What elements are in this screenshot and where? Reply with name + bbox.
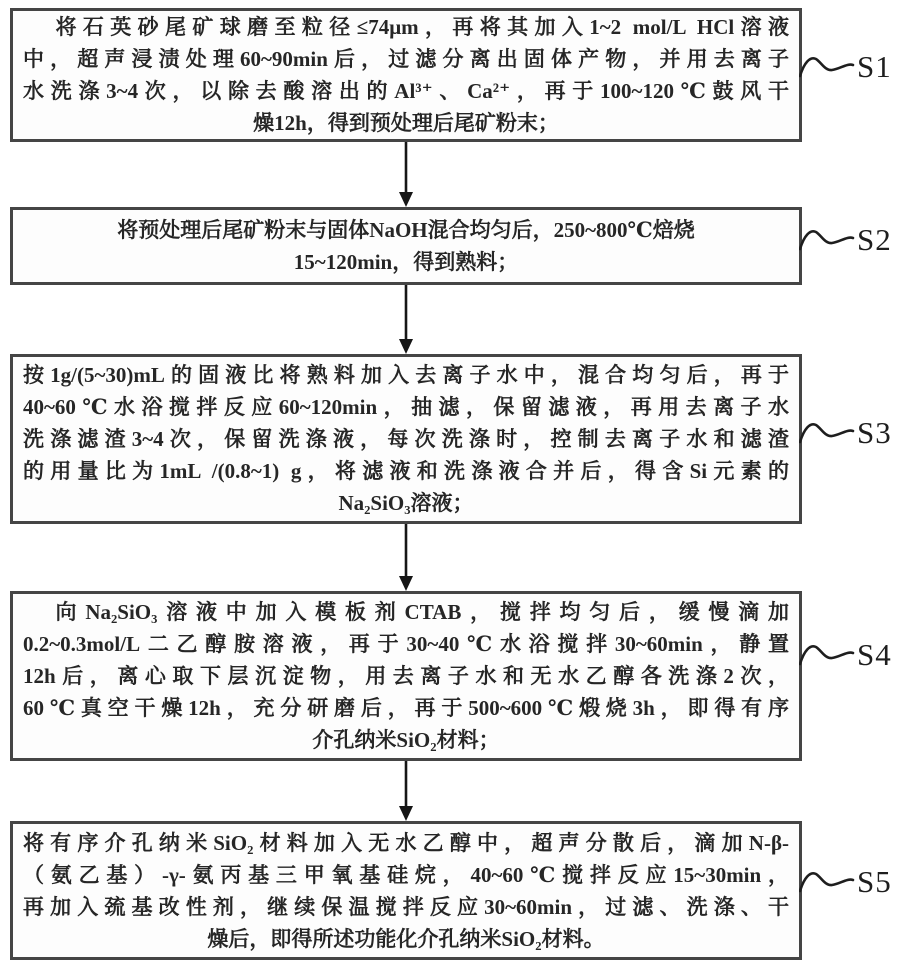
flow-arrow-1: [396, 142, 416, 207]
text-line: 燥12h，得到预处理后尾矿粉末；: [253, 111, 559, 135]
step-box-s3: [10, 354, 802, 524]
step-id: S3: [857, 415, 892, 450]
step-box-s1: [10, 8, 802, 142]
text-line: （氨乙基）-γ-氨丙基三甲氧基硅烷，40~60℃搅拌反应15~30min，: [23, 862, 789, 887]
step-id: S2: [857, 222, 892, 257]
tilde-connector-icon: [799, 51, 855, 83]
text-line: 15~120min，得到熟料；: [293, 250, 519, 274]
step-label-s3: [799, 416, 892, 450]
tilde-connector-icon: [799, 639, 855, 671]
step-label-s2: [799, 223, 892, 257]
text-line: 将有序介孔纳米SiO₂材料加入无水乙醇中，超声分散后，滴加N-β-: [23, 830, 789, 855]
text-line: 的用量比为1mL /(0.8~1) g，将滤液和洗涤液合并后，得含Si元素的: [23, 459, 789, 483]
text-line: 12h后，离心取下层沉淀物，用去离子水和无水乙醇各洗涤2次，: [23, 664, 789, 688]
text-line: 向Na₂SiO₃溶液中加入模板剂CTAB，搅拌均匀后，缓慢滴加: [55, 600, 789, 624]
text-line: 再加入巯基改性剂，继续保温搅拌反应30~60min，过滤、洗涤、干: [23, 894, 789, 919]
step-label-s1: [799, 50, 892, 84]
text-line: 水洗涤3~4次，以除去酸溶出的Al³⁺、Ca²⁺，再于100~120℃鼓风干: [23, 79, 789, 103]
step-label-s4: [799, 638, 892, 672]
tilde-connector-icon: [799, 417, 855, 449]
tilde-connector-icon: [799, 866, 855, 898]
step-label-s5: [799, 865, 892, 899]
text-line: Na₂SiO₃溶液；: [338, 491, 474, 515]
flow-arrow-4: [396, 761, 416, 821]
text-line: 将石英砂尾矿球磨至粒径≤74μm，再将其加入1~2 mol/L HCl溶液: [55, 15, 789, 39]
step-box-s5: [10, 821, 802, 960]
text-line: 介孔纳米SiO₂材料；: [312, 728, 500, 752]
text-line: 60℃真空干燥12h，充分研磨后，再于500~600℃煅烧3h，即得有序: [23, 696, 789, 720]
text-line: 0.2~0.3mol/L二乙醇胺溶液，再于30~40℃水浴搅拌30~60min，静置: [23, 632, 789, 656]
flow-arrow-2: [396, 285, 416, 354]
tilde-connector-icon: [799, 224, 855, 256]
text-line: 将预处理后尾矿粉末与固体NaOH混合均匀后，250~800℃焙烧: [117, 218, 695, 242]
flow-arrow-3: [396, 524, 416, 591]
text-line: 燥后，即得所述功能化介孔纳米SiO₂材料。: [207, 926, 605, 951]
step-box-s4: [10, 591, 802, 761]
step-id: S1: [857, 49, 892, 84]
step-id: S5: [857, 864, 892, 899]
step-id: S4: [857, 637, 892, 672]
text-line: 中，超声浸渍处理60~90min后，过滤分离出固体产物，并用去离子: [23, 47, 789, 71]
text-line: 按1g/(5~30)mL的固液比将熟料加入去离子水中，混合均匀后，再于: [23, 363, 789, 387]
step-box-s2: [10, 207, 802, 285]
text-line: 40~60℃水浴搅拌反应60~120min，抽滤，保留滤液，再用去离子水: [23, 395, 789, 419]
text-line: 洗涤滤渣3~4次，保留洗涤液，每次洗涤时，控制去离子水和滤渣: [23, 427, 789, 451]
